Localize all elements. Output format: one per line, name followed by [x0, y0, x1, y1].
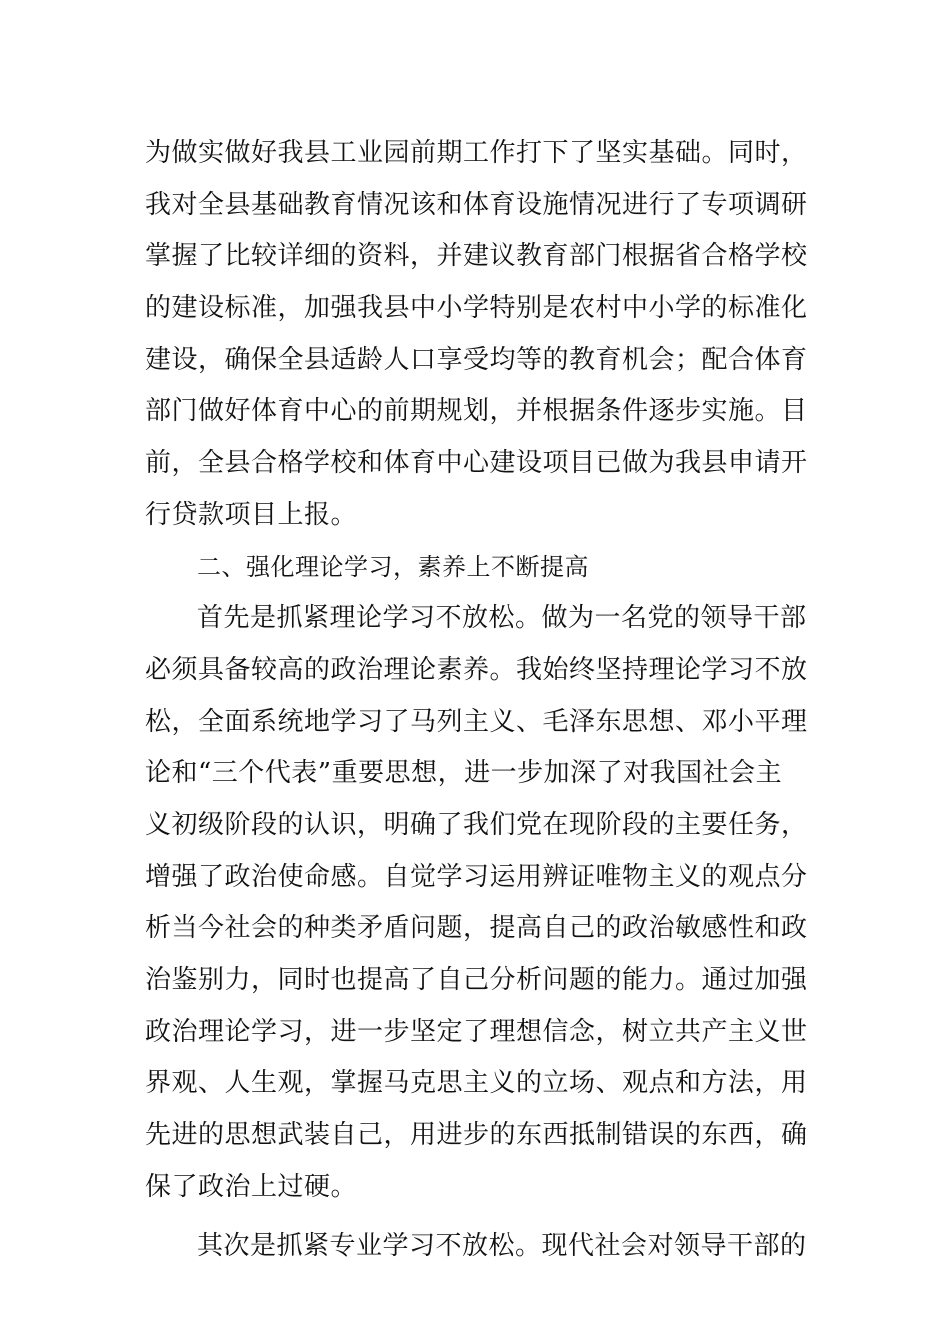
text-line: 论和“三个代表”重要思想，进一步加深了对我国社会主	[145, 758, 783, 789]
text-line: 松，全面系统地学习了马列主义、毛泽东思想、邓小平理	[145, 706, 808, 737]
text-line: 前，全县合格学校和体育中心建设项目已做为我县申请开	[145, 448, 808, 479]
text-line: 必须具备较高的政治理论素养。我始终坚持理论学习不放	[145, 654, 808, 685]
paragraph-gap	[145, 1213, 810, 1221]
text-line: 掌握了比较详细的资料，并建议教育部门根据省合格学校	[145, 241, 808, 272]
text-line: 行贷款项目上报。	[145, 499, 358, 530]
text-line: 为做实做好我县工业园前期工作打下了坚实基础。同时，	[145, 138, 808, 168]
text-line: 我对全县基础教育情况该和体育设施情况进行了专项调研	[145, 189, 808, 220]
text-line: 保了政治上过硬。	[145, 1171, 358, 1202]
document-body	[145, 128, 810, 1273]
text-line: 政治理论学习，进一步坚定了理想信念，树立共产主义世	[145, 1016, 808, 1047]
paragraph	[145, 1221, 810, 1273]
text-line: 先进的思想武装自己，用进步的东西抵制错误的东西，确	[145, 1120, 808, 1151]
text-line: 界观、人生观，掌握马克思主义的立场、观点和方法，用	[145, 1068, 808, 1099]
text-line: 治鉴别力，同时也提高了自己分析问题的能力。通过加强	[145, 965, 808, 995]
text-line: 义初级阶段的认识，明确了我们党在现阶段的主要任务，	[145, 809, 808, 840]
text-line: 的建设标准，加强我县中小学特别是农村中小学的标准化	[145, 293, 808, 324]
text-line: 析当今社会的种类矛盾问题，提高自己的政治敏感性和政	[145, 913, 808, 944]
text-line: 部门做好体育中心的前期规划，并根据条件逐步实施。目	[145, 396, 808, 427]
section-heading: 二、强化理论学习，素养上不断提高	[197, 552, 589, 581]
paragraph	[145, 128, 810, 542]
text-line: 建设，确保全县适龄人口享受均等的教育机会；配合体育	[145, 344, 808, 375]
text-line: 首先是抓紧理论学习不放松。做为一名党的领导干部	[197, 603, 807, 634]
text-line: 其次是抓紧专业学习不放松。现代社会对领导干部的	[197, 1231, 807, 1262]
paragraph	[145, 593, 810, 1213]
text-line: 增强了政治使命感。自觉学习运用辨证唯物主义的观点分	[145, 861, 808, 892]
